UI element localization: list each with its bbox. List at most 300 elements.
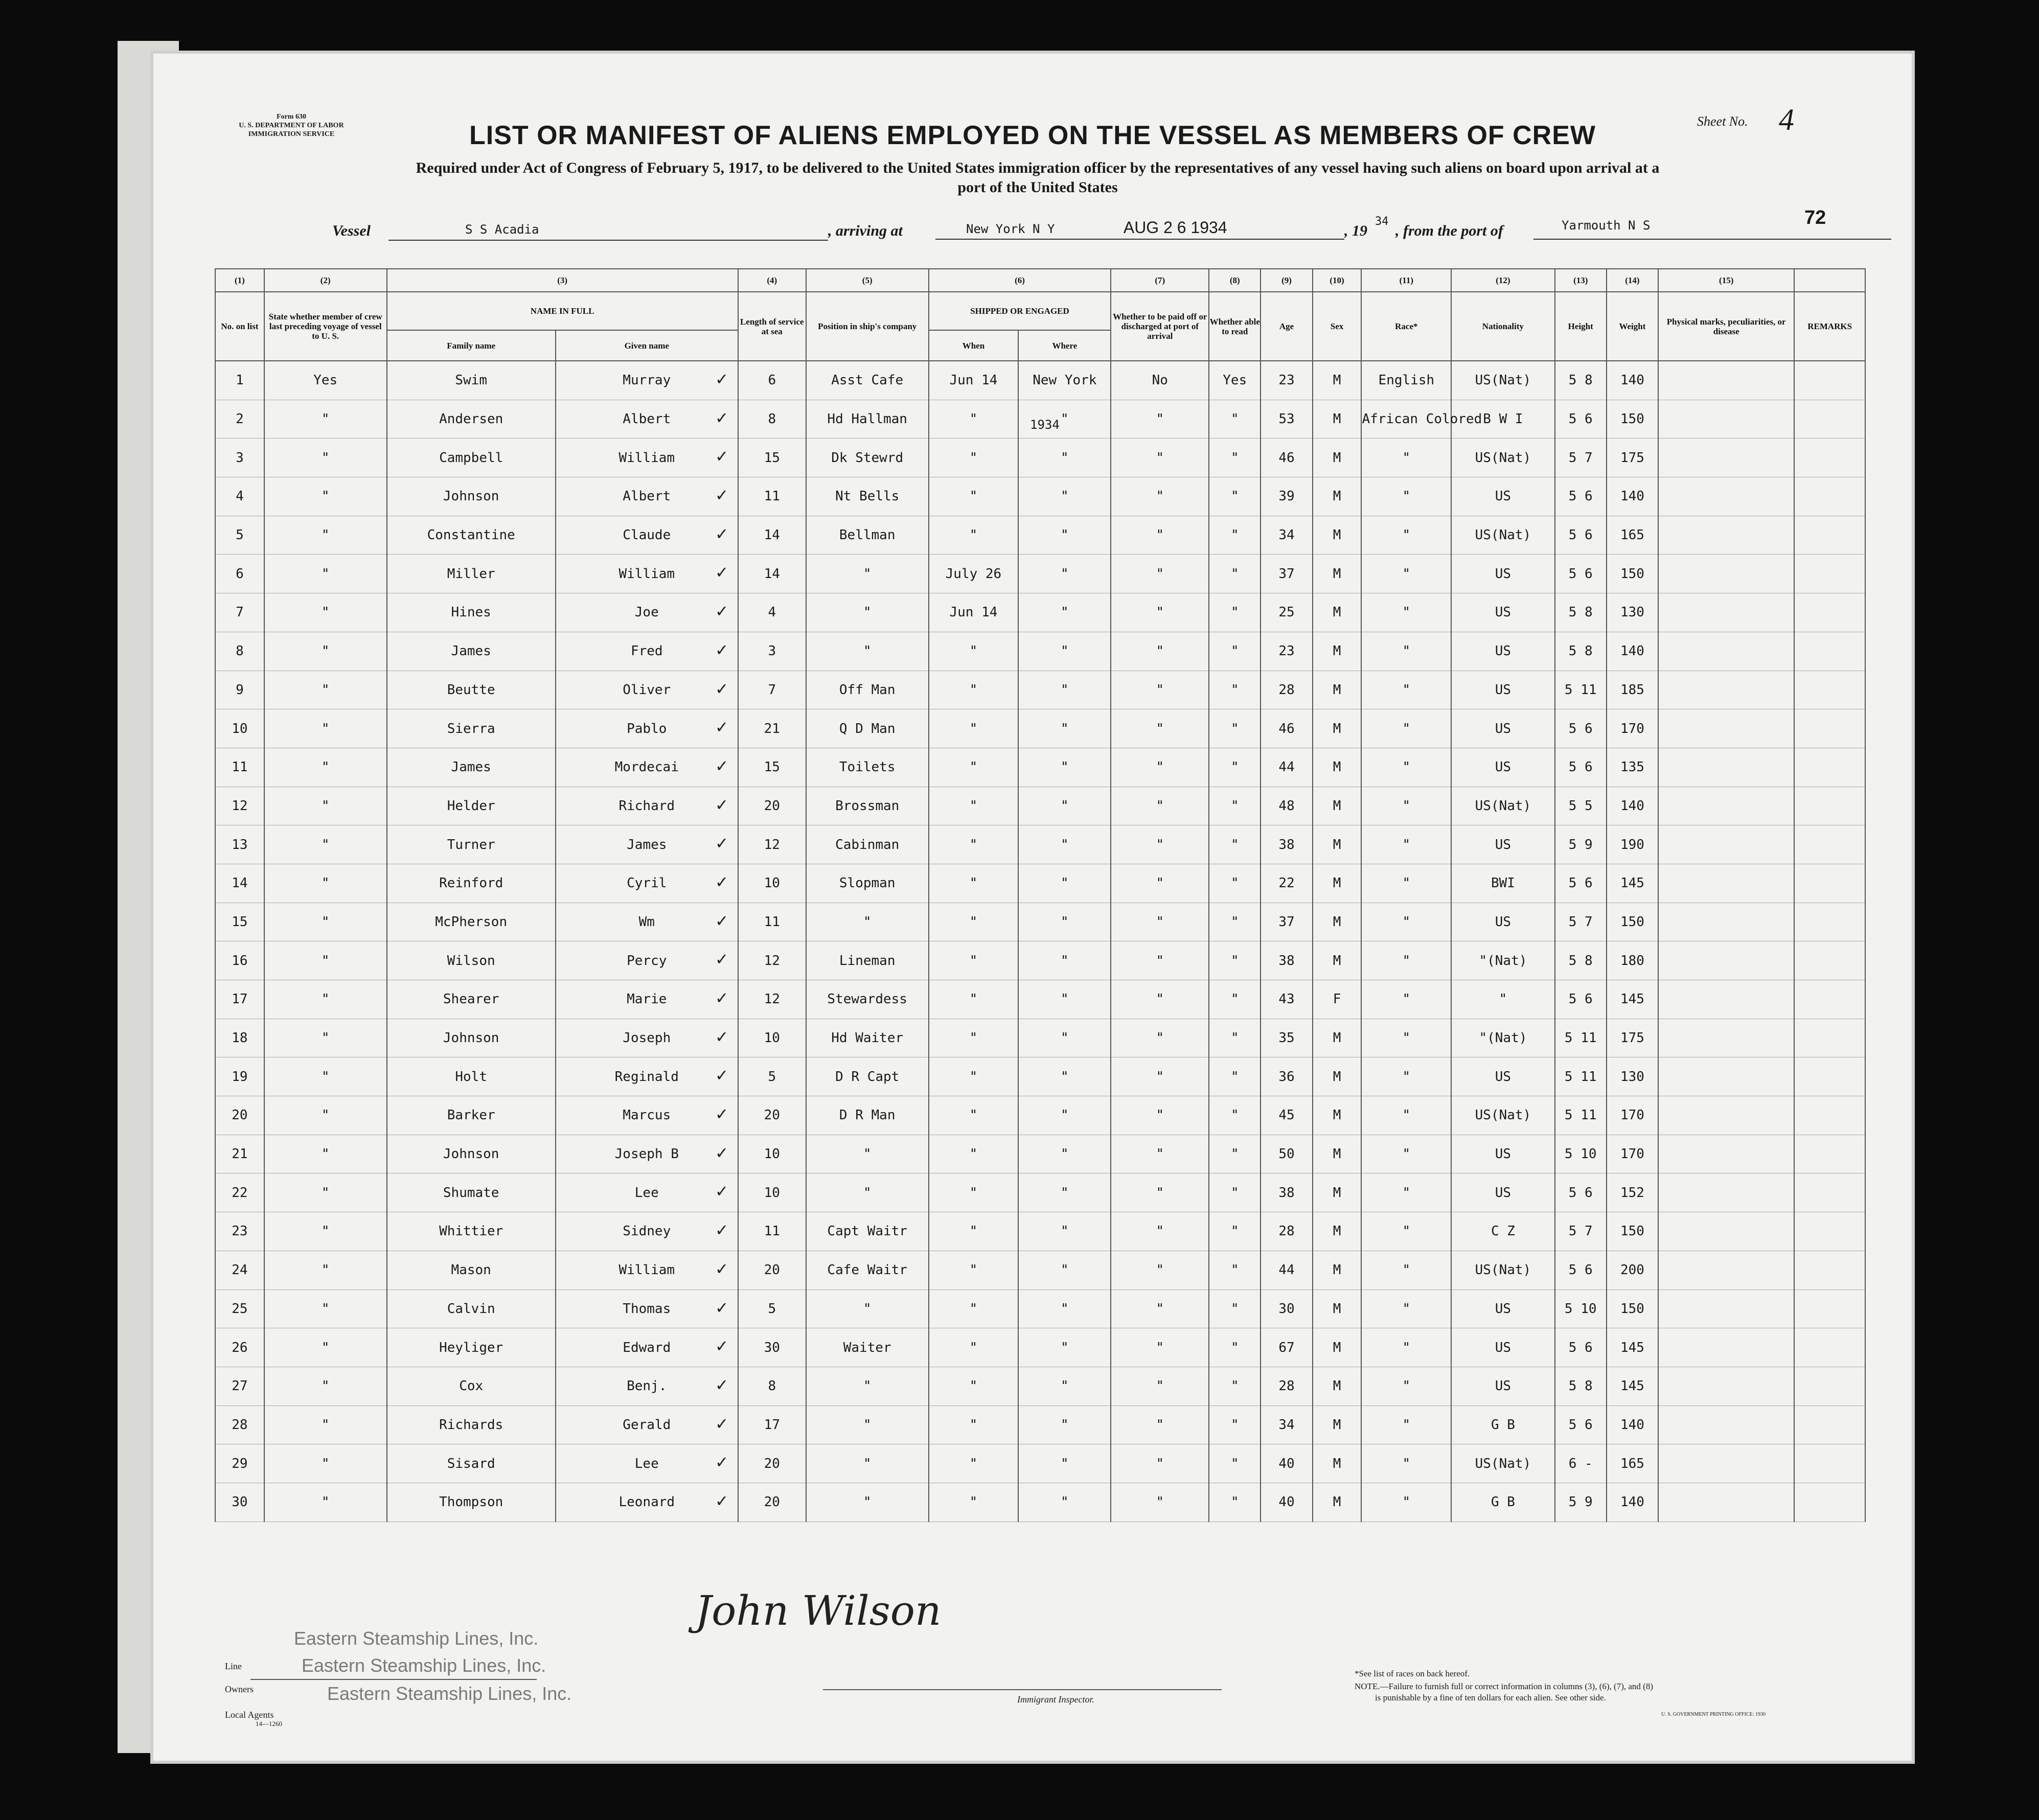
length-of-service-cell: 15: [738, 748, 806, 787]
weight-cell: 130: [1607, 593, 1658, 632]
shipped-when-cell: ": [929, 1483, 1019, 1522]
shipped-where-cell: ": [1018, 516, 1111, 555]
col6-num: (6): [929, 269, 1111, 292]
shipped-where-cell: ": [1018, 632, 1111, 671]
prev-voyage-cell: ": [264, 1483, 387, 1522]
sex-cell: M: [1313, 1212, 1362, 1251]
position-cell: ": [806, 1173, 929, 1212]
binding-hole: [47, 552, 66, 579]
shipped-when-cell: ": [929, 516, 1019, 555]
race-cell: ": [1361, 477, 1451, 516]
from-port-label: , from the port of: [1395, 222, 1503, 239]
col1-num: (1): [215, 269, 264, 292]
checkmark: ✓: [716, 987, 727, 1008]
able-to-read-cell: Yes: [1209, 361, 1261, 400]
table-row: [215, 439, 1865, 477]
checkmark: ✓: [716, 368, 727, 389]
row-number-cell: 12: [215, 787, 264, 825]
race-cell: ": [1361, 903, 1451, 941]
physical-marks-cell: [1658, 1289, 1794, 1328]
table-row: [215, 671, 1865, 709]
sex-cell: M: [1313, 632, 1362, 671]
checkmark: ✓: [716, 1452, 727, 1473]
remarks-cell: [1794, 1096, 1865, 1135]
checkmark: ✓: [716, 1026, 727, 1047]
nationality-cell: "(Nat): [1451, 941, 1554, 980]
shipped-when-cell: ": [929, 671, 1019, 709]
age-cell: 53: [1261, 400, 1312, 439]
shipped-when-cell: ": [929, 980, 1019, 1019]
position-cell: ": [806, 903, 929, 941]
age-cell: 34: [1261, 1406, 1312, 1444]
prev-voyage-cell: ": [264, 439, 387, 477]
binding-hole: [47, 215, 66, 241]
checkmark: ✓: [716, 446, 727, 467]
length-of-service-cell: 10: [738, 1173, 806, 1212]
race-cell: ": [1361, 748, 1451, 787]
nationality-cell: G B: [1451, 1406, 1554, 1444]
remarks-cell: [1794, 1019, 1865, 1057]
sex-cell: M: [1313, 1173, 1362, 1212]
row-number-cell: 9: [215, 671, 264, 709]
shipped-when-cell: ": [929, 787, 1019, 825]
family-name-cell: Mason: [387, 1251, 556, 1289]
prev-voyage-cell: ": [264, 787, 387, 825]
family-name-cell: McPherson: [387, 903, 556, 941]
able-to-read-cell: ": [1209, 1483, 1261, 1522]
family-name-cell: Richards: [387, 1406, 556, 1444]
weight-cell: 140: [1607, 787, 1658, 825]
shipped-when-cell: ": [929, 477, 1019, 516]
shipped-when-cell: Jun 14: [929, 361, 1019, 400]
weight-cell: 145: [1607, 1328, 1658, 1367]
col5-num: (5): [806, 269, 929, 292]
sex-cell: M: [1313, 709, 1362, 748]
col-length-of-service: Length of service at sea: [738, 292, 806, 361]
race-cell: ": [1361, 1483, 1451, 1522]
family-name-cell: Swim: [387, 361, 556, 400]
given-name-cell: Mordecai ✓: [556, 748, 738, 787]
nationality-cell: B W I: [1451, 400, 1554, 439]
weight-cell: 170: [1607, 1135, 1658, 1173]
table-row: [215, 1019, 1865, 1057]
age-cell: 28: [1261, 1367, 1312, 1406]
weight-cell: 152: [1607, 1173, 1658, 1212]
shipped-when-cell: ": [929, 1057, 1019, 1096]
table-row: [215, 787, 1865, 825]
sex-cell: M: [1313, 1328, 1362, 1367]
physical-marks-cell: [1658, 477, 1794, 516]
shipped-where-cell: ": [1018, 903, 1111, 941]
paid-off-cell: ": [1111, 593, 1209, 632]
table-row: [215, 1406, 1865, 1444]
paid-off-cell: ": [1111, 1135, 1209, 1173]
prev-voyage-cell: ": [264, 709, 387, 748]
length-of-service-cell: 10: [738, 1019, 806, 1057]
paid-off-cell: ": [1111, 1483, 1209, 1522]
height-cell: 6 -: [1555, 1444, 1607, 1483]
age-cell: 38: [1261, 825, 1312, 864]
col-physical-marks: Physical marks, peculiarities, or disease: [1658, 292, 1794, 361]
paid-off-cell: ": [1111, 1251, 1209, 1289]
position-cell: Bellman: [806, 516, 929, 555]
length-of-service-cell: 10: [738, 1135, 806, 1173]
age-cell: 34: [1261, 516, 1312, 555]
shipped-where-cell: ": [1018, 1289, 1111, 1328]
given-name-cell: Murray ✓: [556, 361, 738, 400]
paid-off-cell: ": [1111, 748, 1209, 787]
height-cell: 5 7: [1555, 903, 1607, 941]
col-when: When: [929, 330, 1019, 361]
year-value: 34: [1375, 215, 1389, 228]
given-name-cell: William ✓: [556, 555, 738, 593]
height-cell: 5 6: [1555, 864, 1607, 903]
length-of-service-cell: 6: [738, 361, 806, 400]
shipped-where-cell: ": [1018, 941, 1111, 980]
shipped-when-cell: ": [929, 1444, 1019, 1483]
remarks-cell: [1794, 709, 1865, 748]
col-nationality: Nationality: [1451, 292, 1554, 361]
prev-voyage-cell: ": [264, 1173, 387, 1212]
sex-cell: M: [1313, 903, 1362, 941]
weight-cell: 140: [1607, 1483, 1658, 1522]
table-row: [215, 555, 1865, 593]
remarks-cell: [1794, 1367, 1865, 1406]
weight-cell: 170: [1607, 1096, 1658, 1135]
prev-voyage-cell: ": [264, 941, 387, 980]
able-to-read-cell: ": [1209, 941, 1261, 980]
shipped-when-cell: ": [929, 825, 1019, 864]
given-name-cell: Thomas ✓: [556, 1289, 738, 1328]
race-cell: ": [1361, 1406, 1451, 1444]
able-to-read-cell: ": [1209, 1406, 1261, 1444]
paid-off-cell: ": [1111, 1367, 1209, 1406]
table-row: [215, 1483, 1865, 1522]
form-number: Form 630: [277, 113, 306, 121]
sex-cell: M: [1313, 439, 1362, 477]
age-cell: 40: [1261, 1444, 1312, 1483]
able-to-read-cell: ": [1209, 903, 1261, 941]
given-name-cell: Oliver ✓: [556, 671, 738, 709]
given-name-cell: Gerald ✓: [556, 1406, 738, 1444]
position-cell: Waiter: [806, 1328, 929, 1367]
paid-off-cell: ": [1111, 1444, 1209, 1483]
shipped-where-cell: ": [1018, 1483, 1111, 1522]
checkmark: ✓: [716, 1219, 727, 1241]
shipped-where-cell: ": [1018, 748, 1111, 787]
sex-cell: M: [1313, 671, 1362, 709]
age-cell: 50: [1261, 1135, 1312, 1173]
col-no-on-list: No. on list: [215, 292, 264, 361]
sheet-number: 4: [1779, 103, 1794, 136]
prev-voyage-cell: ": [264, 593, 387, 632]
remarks-cell: [1794, 632, 1865, 671]
physical-marks-cell: [1658, 400, 1794, 439]
table-row: [215, 1135, 1865, 1173]
crew-manifest-table: [215, 268, 1866, 1522]
sex-cell: M: [1313, 1289, 1362, 1328]
height-cell: 5 7: [1555, 439, 1607, 477]
checkmark: ✓: [716, 755, 727, 776]
given-name-cell: William ✓: [556, 439, 738, 477]
race-cell: ": [1361, 1444, 1451, 1483]
prev-voyage-cell: ": [264, 400, 387, 439]
paid-off-cell: ": [1111, 1019, 1209, 1057]
paid-off-cell: ": [1111, 1328, 1209, 1367]
nationality-cell: US: [1451, 593, 1554, 632]
nationality-cell: US(Nat): [1451, 1251, 1554, 1289]
sex-cell: M: [1313, 748, 1362, 787]
paid-off-cell: ": [1111, 400, 1209, 439]
nationality-cell: US: [1451, 1135, 1554, 1173]
sex-cell: M: [1313, 1135, 1362, 1173]
checkmark: ✓: [716, 1297, 727, 1318]
able-to-read-cell: ": [1209, 825, 1261, 864]
position-cell: ": [806, 1135, 929, 1173]
age-cell: 37: [1261, 555, 1312, 593]
arriving-label: , arriving at: [828, 222, 903, 239]
prev-voyage-cell: ": [264, 980, 387, 1019]
length-of-service-cell: 10: [738, 864, 806, 903]
nationality-cell: "(Nat): [1451, 1019, 1554, 1057]
height-cell: 5 6: [1555, 555, 1607, 593]
given-name-cell: Sidney ✓: [556, 1212, 738, 1251]
col7-num: (7): [1111, 269, 1209, 292]
weight-cell: 165: [1607, 1444, 1658, 1483]
prev-voyage-cell: ": [264, 1019, 387, 1057]
position-cell: ": [806, 1483, 929, 1522]
physical-marks-cell: [1658, 516, 1794, 555]
length-of-service-cell: 8: [738, 400, 806, 439]
remarks-cell: [1794, 1483, 1865, 1522]
position-cell: D R Capt: [806, 1057, 929, 1096]
sex-cell: M: [1313, 400, 1362, 439]
position-cell: ": [806, 1444, 929, 1483]
row-number-cell: 27: [215, 1367, 264, 1406]
nationality-cell: US: [1451, 1173, 1554, 1212]
age-cell: 40: [1261, 1483, 1312, 1522]
shipped-where-cell: ": [1018, 1173, 1111, 1212]
age-cell: 28: [1261, 671, 1312, 709]
row-number-cell: 24: [215, 1251, 264, 1289]
physical-marks-cell: [1658, 709, 1794, 748]
race-cell: ": [1361, 1367, 1451, 1406]
checkmark: ✓: [716, 1142, 727, 1163]
sex-cell: M: [1313, 787, 1362, 825]
physical-marks-cell: [1658, 671, 1794, 709]
col-family-name: Family name: [387, 330, 556, 361]
checkmark: ✓: [716, 1335, 727, 1357]
height-cell: 5 6: [1555, 748, 1607, 787]
physical-marks-cell: [1658, 1483, 1794, 1522]
position-cell: Hd Hallman: [806, 400, 929, 439]
able-to-read-cell: ": [1209, 400, 1261, 439]
family-name-cell: Hines: [387, 593, 556, 632]
table-row: [215, 980, 1865, 1019]
prev-voyage-cell: ": [264, 864, 387, 903]
nationality-cell: US: [1451, 671, 1554, 709]
binding-hole: [47, 296, 66, 323]
col12-num: (12): [1451, 269, 1554, 292]
row-number-cell: 26: [215, 1328, 264, 1367]
physical-marks-cell: [1658, 1057, 1794, 1096]
checkmark: ✓: [716, 1258, 727, 1279]
col2-num: (2): [264, 269, 387, 292]
col10-num: (10): [1313, 269, 1362, 292]
given-name-cell: Percy ✓: [556, 941, 738, 980]
physical-marks-cell: [1658, 632, 1794, 671]
table-row: [215, 1328, 1865, 1367]
shipped-when-cell: ": [929, 1328, 1019, 1367]
physical-marks-cell: [1658, 361, 1794, 400]
table-row: [215, 1096, 1865, 1135]
height-cell: 5 6: [1555, 1173, 1607, 1212]
given-name-cell: Lee ✓: [556, 1173, 738, 1212]
race-cell: ": [1361, 1096, 1451, 1135]
age-cell: 44: [1261, 748, 1312, 787]
prev-voyage-cell: ": [264, 1135, 387, 1173]
shipped-when-cell: ": [929, 903, 1019, 941]
remarks-cell: [1794, 361, 1865, 400]
physical-marks-cell: [1658, 1328, 1794, 1367]
col-name-in-full: NAME IN FULL: [387, 292, 738, 330]
race-cell: ": [1361, 709, 1451, 748]
length-of-service-cell: 20: [738, 1444, 806, 1483]
able-to-read-cell: ": [1209, 1212, 1261, 1251]
remarks-cell: [1794, 825, 1865, 864]
remarks-cell: [1794, 400, 1865, 439]
able-to-read-cell: ": [1209, 1367, 1261, 1406]
checkmark: ✓: [716, 639, 727, 660]
prev-voyage-cell: ": [264, 1367, 387, 1406]
age-cell: 39: [1261, 477, 1312, 516]
age-cell: 23: [1261, 632, 1312, 671]
shipped-when-cell: Jun 14: [929, 593, 1019, 632]
height-cell: 5 6: [1555, 1251, 1607, 1289]
shipped-when-cell: ": [929, 1251, 1019, 1289]
table-row: [215, 864, 1865, 903]
sex-cell: M: [1313, 1019, 1362, 1057]
col8-num: (8): [1209, 269, 1261, 292]
family-name-cell: Johnson: [387, 1135, 556, 1173]
race-cell: ": [1361, 1173, 1451, 1212]
prev-voyage-cell: ": [264, 825, 387, 864]
age-cell: 45: [1261, 1096, 1312, 1135]
remarks-cell: [1794, 477, 1865, 516]
paid-off-cell: ": [1111, 632, 1209, 671]
col13-num: (13): [1555, 269, 1607, 292]
family-name-cell: Helder: [387, 787, 556, 825]
weight-cell: 190: [1607, 825, 1658, 864]
nationality-cell: US: [1451, 748, 1554, 787]
height-cell: 5 9: [1555, 825, 1607, 864]
table-row: [215, 1367, 1865, 1406]
height-cell: 5 7: [1555, 1212, 1607, 1251]
nationality-cell: US: [1451, 1057, 1554, 1096]
shipped-where-cell: ": [1018, 1406, 1111, 1444]
table-row: [215, 1057, 1865, 1096]
length-of-service-cell: 14: [738, 516, 806, 555]
col-given-name: Given name: [556, 330, 738, 361]
family-name-cell: Shumate: [387, 1173, 556, 1212]
printer-imprint: U. S. GOVERNMENT PRINTING OFFICE: 1930: [1661, 1712, 1766, 1717]
physical-marks-cell: [1658, 864, 1794, 903]
family-name-cell: Miller: [387, 555, 556, 593]
row-number-cell: 13: [215, 825, 264, 864]
col3-num: (3): [387, 269, 738, 292]
col15-num: (15): [1658, 269, 1794, 292]
height-cell: 5 8: [1555, 632, 1607, 671]
given-name-cell: Leonard ✓: [556, 1483, 738, 1522]
sex-cell: M: [1313, 516, 1362, 555]
position-cell: Asst Cafe: [806, 361, 929, 400]
weight-cell: 140: [1607, 477, 1658, 516]
table-row: [215, 477, 1865, 516]
position-cell: Nt Bells: [806, 477, 929, 516]
checkmark: ✓: [716, 407, 727, 428]
nationality-cell: US: [1451, 709, 1554, 748]
weight-cell: 140: [1607, 632, 1658, 671]
row-number-cell: 1: [215, 361, 264, 400]
race-cell: ": [1361, 1251, 1451, 1289]
family-name-cell: Campbell: [387, 439, 556, 477]
race-cell: African Colored: [1361, 400, 1451, 439]
shipped-when-cell: ": [929, 1019, 1019, 1057]
prev-voyage-cell: ": [264, 1212, 387, 1251]
row-number-cell: 17: [215, 980, 264, 1019]
paid-off-cell: ": [1111, 1406, 1209, 1444]
able-to-read-cell: ": [1209, 516, 1261, 555]
row-number-cell: 11: [215, 748, 264, 787]
length-of-service-cell: 12: [738, 825, 806, 864]
shipped-when-cell: ": [929, 1096, 1019, 1135]
able-to-read-cell: ": [1209, 671, 1261, 709]
col-shipped-engaged: SHIPPED OR ENGAGED: [929, 292, 1111, 330]
col9-num: (9): [1261, 269, 1312, 292]
prev-voyage-cell: ": [264, 632, 387, 671]
age-cell: 46: [1261, 709, 1312, 748]
age-cell: 28: [1261, 1212, 1312, 1251]
shipped-where-cell: ": [1018, 400, 1111, 439]
physical-marks-cell: [1658, 903, 1794, 941]
position-cell: Capt Waitr: [806, 1212, 929, 1251]
agents-stamp: Eastern Steamship Lines, Inc.: [327, 1683, 572, 1704]
weight-cell: 140: [1607, 1406, 1658, 1444]
table-row: [215, 825, 1865, 864]
remarks-cell: [1794, 516, 1865, 555]
height-cell: 5 6: [1555, 709, 1607, 748]
remarks-cell: [1794, 864, 1865, 903]
remarks-cell: [1794, 1289, 1865, 1328]
position-cell: ": [806, 1367, 929, 1406]
remarks-cell: [1794, 1057, 1865, 1096]
checkmark: ✓: [716, 523, 727, 544]
col-paid-off: Whether to be paid off or discharged at port of arrival: [1111, 292, 1209, 361]
race-cell: ": [1361, 1057, 1451, 1096]
owners-label: Owners: [225, 1684, 254, 1694]
shipped-when-cell: ": [929, 1212, 1019, 1251]
age-cell: 30: [1261, 1289, 1312, 1328]
given-name-cell: Claude ✓: [556, 516, 738, 555]
line-underline: [250, 1679, 537, 1680]
paid-off-cell: ": [1111, 671, 1209, 709]
col-height: Height: [1555, 292, 1607, 361]
paid-off-cell: ": [1111, 516, 1209, 555]
shipped-where-cell: ": [1018, 980, 1111, 1019]
race-cell: ": [1361, 1019, 1451, 1057]
shipped-when-cell: July 26: [929, 555, 1019, 593]
family-name-cell: Turner: [387, 825, 556, 864]
